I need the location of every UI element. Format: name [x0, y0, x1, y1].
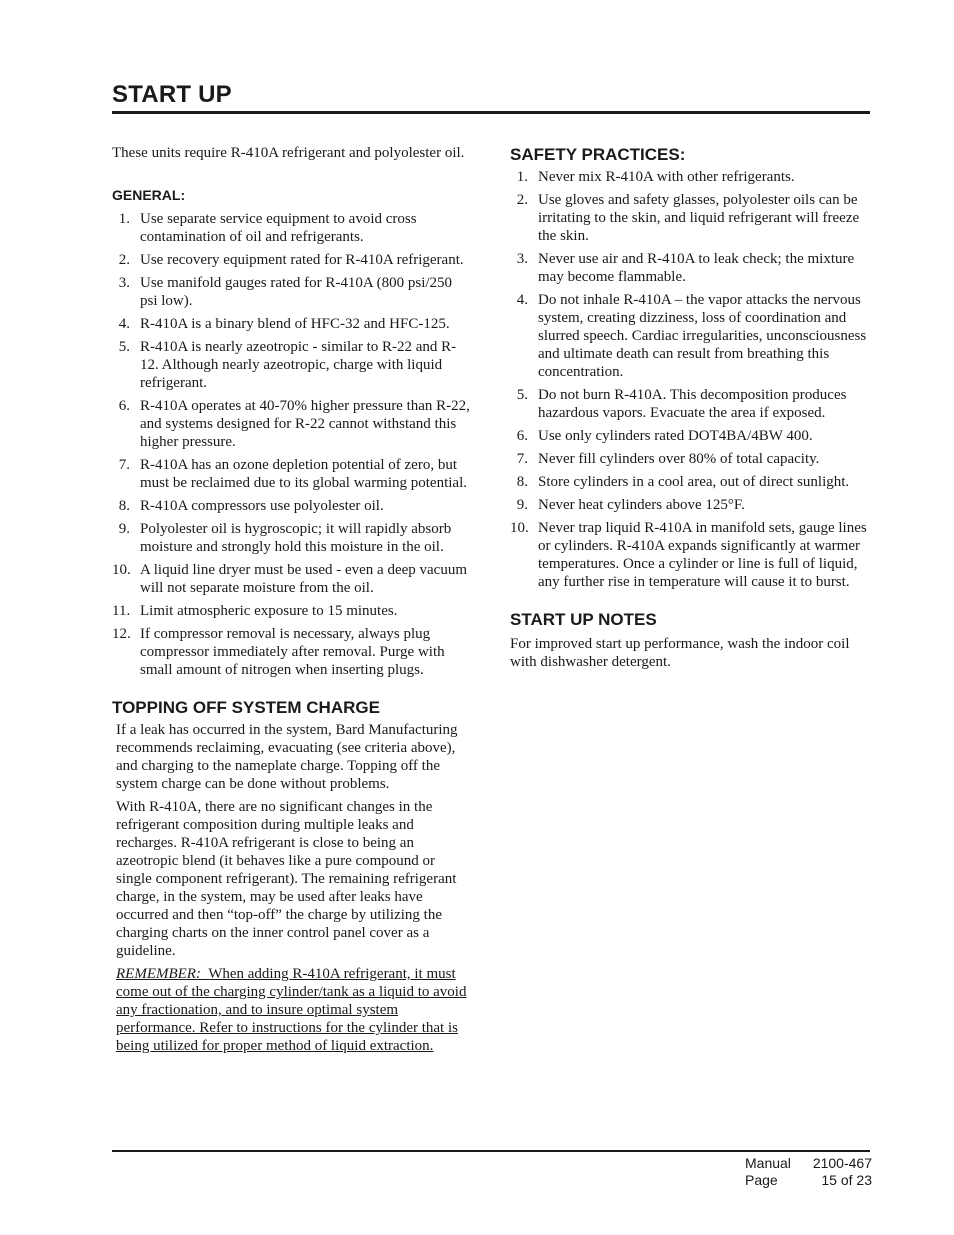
footer-rule	[112, 1150, 870, 1152]
list-item: 8 . Store cylinders in a cool area, out of direct sunlight.	[510, 473, 870, 491]
general-list	[112, 210, 472, 679]
general-heading: GENERAL:	[112, 187, 186, 203]
list-item: 4 . R-410A is a binary blend of HFC-32 and HFC-125.	[112, 315, 472, 333]
list-item: 12 . If compressor removal is necessary, always plug compressor immediately after removal. Purge with small amount of nitrogen when inserting plugs.	[112, 625, 472, 679]
list-item: 5 . R-410A is nearly azeotropic - similar to R-22 and R-12. Although nearly azeotropic, charge with liquid refrigerant.	[112, 338, 472, 392]
list-item: 11 . Limit atmospheric exposure to 15 minutes.	[112, 602, 472, 620]
page-label: Page	[745, 1172, 778, 1188]
title-rule	[112, 111, 870, 114]
footer-manual-row	[745, 1155, 872, 1172]
list-item: 8 . R-410A compressors use polyolester oil.	[112, 497, 472, 515]
intro-paragraph: These units require R-410A refrigerant and polyolester oil.	[112, 145, 465, 161]
list-item: 5 . Do not burn R-410A. This decomposition produces hazardous vapors. Evacuate the area if exposed.	[510, 386, 870, 422]
manual-label: Manual	[745, 1155, 791, 1171]
remember-label: REMEMBER:	[116, 966, 201, 982]
topping-off-heading: TOPPING OFF SYSTEM CHARGE	[112, 698, 380, 717]
list-item: 10 . A liquid line dryer must be used - even a deep vacuum will not separate moisture from the oil.	[112, 561, 472, 597]
list-item: 2 . Use recovery equipment rated for R-410A refrigerant.	[112, 251, 472, 269]
list-item: 7 . R-410A has an ozone depletion potential of zero, but must be reclaimed due to its global warming potential.	[112, 456, 472, 492]
topping-off-paragraph: With R-410A, there are no significant changes in the refrigerant composition during multiple leaks and recharges. R-410A refrigerant is close to being an azeotropic blend (it behaves like a pure compound or single component refrigerant). The remaining refrigerant charge, in the system, may be used after leaks have occurred and then “top-off” the charge by utilizing the charging charts on the inner control panel cover as a guideline.	[116, 799, 457, 959]
right-column	[510, 144, 870, 671]
list-item: 1 . Never mix R-410A with other refrigerants.	[510, 168, 870, 186]
start-up-notes-text: For improved start up performance, wash the indoor coil with dishwasher detergent.	[510, 636, 850, 670]
list-item: 9 . Never heat cylinders above 125°F.	[510, 496, 870, 514]
remember-note	[116, 965, 472, 1055]
list-item: 1 . Use separate service equipment to avoid cross contamination of oil and refrigerants.	[112, 210, 472, 246]
safety-list	[510, 168, 870, 591]
list-item: 10 . Never trap liquid R-410A in manifold sets, gauge lines or cylinders. R-410A expands significantly at warmer temperatures. Once a cylinder or line is full of liquid, any further rise in temperature will cause it to burst.	[510, 519, 870, 591]
topping-off-paragraph: If a leak has occurred in the system, Bard Manufacturing recommends reclaiming, evacuating (see criteria above), and charging to the nameplate charge. Topping off the system charge can be done without problems.	[116, 722, 458, 792]
list-item: 6 . Use only cylinders rated DOT4BA/4BW 400.	[510, 427, 870, 445]
list-item: 7 . Never fill cylinders over 80% of total capacity.	[510, 450, 870, 468]
list-item: 4 . Do not inhale R-410A – the vapor attacks the nervous system, creating dizziness, loss of coordination and slurred speech. Cardiac irregularities, unconsciousness and ultimate death can result from breathing this concentration.	[510, 291, 870, 381]
safety-heading: SAFETY PRACTICES:	[510, 145, 686, 164]
page-footer	[745, 1155, 872, 1189]
list-item: 9 . Polyolester oil is hygroscopic; it will rapidly absorb moisture and strongly hold this moisture in the oil.	[112, 520, 472, 556]
list-item: 3 . Use manifold gauges rated for R-410A (800 psi/250 psi low).	[112, 274, 472, 310]
page-number: 15 of 23	[821, 1172, 872, 1188]
start-up-notes-heading: START UP NOTES	[510, 610, 657, 629]
list-item: 2 . Use gloves and safety glasses, polyolester oils can be irritating to the skin, and liquid refrigerant will freeze the skin.	[510, 191, 870, 245]
list-item: 6 . R-410A operates at 40-70% higher pressure than R-22, and systems designed for R-22 cannot withstand this higher pressure.	[112, 397, 472, 451]
topping-off-body	[112, 721, 472, 1055]
list-item: 3 . Never use air and R-410A to leak check; the mixture may become flammable.	[510, 250, 870, 286]
footer-page-row	[745, 1172, 872, 1189]
remember-text: When adding R-410A refrigerant, it must come out of the charging cylinder/tank as a liquid to avoid any fractionation, and to insure optimal system performance. Refer to instructions for the cylinder that is being utilized for proper method of liquid extraction.	[116, 966, 467, 1054]
page-title: START UP	[112, 81, 232, 108]
manual-number: 2100-467	[812, 1155, 872, 1171]
left-column	[112, 144, 472, 1060]
